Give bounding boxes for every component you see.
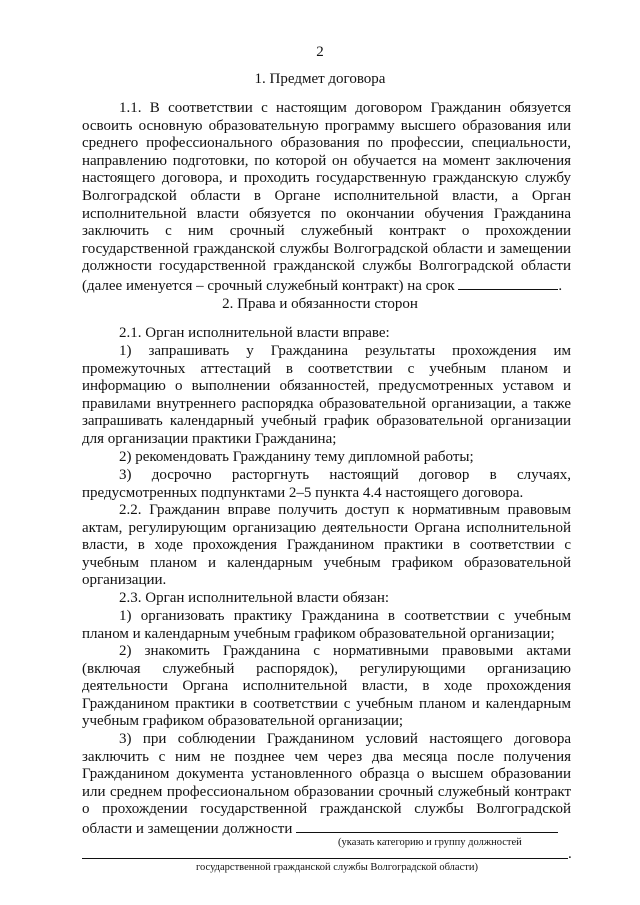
paragraph-2-3-2: 2) знакомить Гражданина с нормативными правовыми актами (включая служебный распорядок), регулирующими организацию деятельности Органа исполнительной власти, в ходе прохождения Гражданином практики в соответствии с учебным планом и календарным учебным графиком образовательной организации;: [82, 643, 571, 730]
paragraph-2-3-1: 1) организовать практику Гражданина в соответствии с учебным планом и календарным учебным графиком образовательной организации;: [82, 608, 571, 642]
position-blank-continuation: [82, 858, 568, 859]
paragraph-2-3: 2.3. Орган исполнительной власти обязан:: [119, 590, 390, 606]
paragraph-1-1: 1.1. В соответствии с настоящим договором Гражданин обязуется освоить основную образовательную программу высшего образования или среднего профессионального образования по профессии, специальности, направлению подготовки, по которой он обучается на момент заключения настоящего договора, и проходить государственную гражданскую службу Волгоградской области в Органе исполнительной власти, а Орган исполнительной власти обязуется по окончании обучения Гражданина заключить с ним срочный служебный контракт о прохождении государственной гражданской службы Волгоградской области и замещении должности государственной гражданской службы Волгоградской области (далее именуется – срочный служебный контракт) на срок .: [82, 100, 571, 294]
position-label: области и замещении должности: [82, 821, 293, 837]
paragraph-1-1-text: 1.1. В соответствии с настоящим договором Гражданин обязуется освоить основную образовательную программу высшего образования или среднего профессионального образования по профессии, специальности, направлению подготовки, по которой он обучается на момент заключения настоящего договора, и проходить государственную гражданскую службу Волгоградской области в Органе исполнительной власти, а Орган исполнительной власти обязуется по окончании обучения Гражданина заключить с ним срочный служебный контракт о прохождении государственной гражданской службы Волгоградской области и замещении должности государственной гражданской службы Волгоградской области (далее именуется – срочный служебный контракт) на срок: [82, 100, 571, 294]
position-hint-note: (указать категорию и группу должностей: [338, 837, 522, 848]
position-hint-note-2: государственной гражданской службы Волгоградской области): [196, 862, 478, 873]
position-blank: [296, 819, 558, 833]
paragraph-2-2: 2.2. Гражданин вправе получить доступ к нормативным правовым актам, регулирующим организацию деятельности Органа исполнительной власти, в ходе прохождения Гражданином практики в соответствии с учебным планом и календарным учебным графиком образовательной организации.: [82, 502, 571, 589]
paragraph-2-3-3-last-line: [82, 819, 571, 839]
page-number: 2: [316, 44, 324, 60]
section-2-heading: 2. Права и обязанности сторон: [222, 296, 418, 312]
paragraph-2-3-3: 3) при соблюдении Гражданином условий настоящего договора заключить с ним не позднее чем через два месяца после получения Гражданином документа установленного образца о высшем образовании или среднем профессиональном образовании срочный служебный контракт о прохождении государственной гражданской службы Волгоградской: [82, 731, 571, 818]
paragraph-2-1-1: 1) запрашивать у Гражданина результаты прохождения им промежуточных аттестаций в соответствии с учебным планом и информацию о выполнении обязанностей, предусмотренных уставом и правилами внутреннего распорядка образовательной организации, а также запрашивать календарный учебный график образовательной организации для организации практики Гражданина;: [82, 343, 571, 447]
term-blank: [458, 276, 558, 290]
paragraph-2-1-2: 2) рекомендовать Гражданину тему дипломной работы;: [119, 449, 474, 465]
document-page: 2 1. Предмет договора 1.1. В соответствии с настоящим договором Гражданин обязуется освоить основную образовательную программу высшего образования или среднего профессионального образования по профессии, специальности, направлению подготовки, по которой он обучается на момент заключения настоящего договора, и проходить государственную гражданскую службу Волгоградской области в Органе исполнительной власти, а Орган исполнительной власти обязуется по окончании обучения Гражданина заключить с ним срочный служебный контракт о прохождении государственной гражданской службы Волгоградской области и замещении должности государственной гражданской службы Волгоградской области (далее именуется – срочный служебный контракт) на срок . 2. Права и обязанности сторон 2.1. Орган исполнительной власти вправе: 1) запрашивать у Гражданина результаты прохождения им промежуточных аттестаций в соответствии с учебным планом и информацию о выполнении обязанностей, предусмотренных уставом и правилами внутреннего распорядка образовательной организации, а также запрашивать календарный учебный график образовательной организации для организации практики Гражданина; 2) рекомендовать Гражданину тему дипломной работы; 3) досрочно расторгнуть настоящий договор в случаях, предусмотренных подпунктами 2–5 пункта 4.4 настоящего договора. 2.2. Гражданин вправе получить доступ к нормативным правовым актам, регулирующим организацию деятельности Органа исполнительной власти, в ходе прохождения Гражданином практики в соответствии с учебным планом и календарным учебным графиком образовательной организации. 2.3. Орган исполнительной власти обязан: 1) организовать практику Гражданина в соответствии с учебным планом и календарным учебным графиком образовательной организации; 2) знакомить Гражданина с нормативными правовыми актами (включая служебный распорядок), регулирующими организацию деятельности Органа исполнительной власти, в ходе прохождения Гражданином практики в соответствии с учебным планом и календарным учебным графиком образовательной организации; 3) при соблюдении Гражданином условий настоящего договора заключить с ним не позднее чем через два месяца после получения Гражданином документа установленного образца о высшем образовании или среднем профессиональном образовании срочный служебный контракт о прохождении государственной гражданской службы Волгоградской области и замещении должности (указать категорию и группу должностей . государственной гражданской службы Волгоградской области): [0, 0, 640, 905]
section-1-heading: 1. Предмет договора: [254, 71, 386, 87]
paragraph-2-1-3: 3) досрочно расторгнуть настоящий договор в случаях, предусмотренных подпунктами 2–5 пункта 4.4 настоящего договора.: [82, 467, 571, 501]
paragraph-2-1: 2.1. Орган исполнительной власти вправе:: [119, 325, 390, 341]
